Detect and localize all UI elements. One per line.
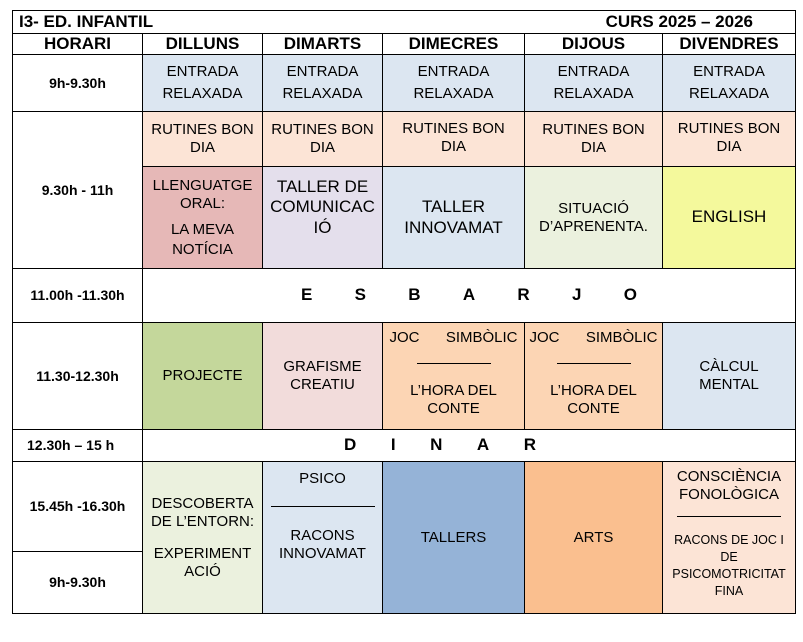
taller-innovamat-dimecres: TALLER INNOVAMAT	[382, 166, 525, 269]
calcul-mental-divendres: CÀLCUL MENTAL	[662, 322, 796, 430]
header-bar	[12, 10, 796, 34]
col-header-horari: HORARI	[12, 33, 143, 55]
rutines-divendres: RUTINES BON DIA	[662, 111, 796, 167]
arts-dijous: ARTS	[524, 461, 663, 614]
rutines-dilluns: RUTINES BON DIA	[142, 111, 263, 167]
taller-comunicacio-dimarts: TALLER DE COMUNICAC IÓ	[262, 166, 383, 269]
descoberta-entorn-dilluns: DESCOBERTA DE L’ENTORN: EXPERIMENT ACIÓ	[142, 461, 263, 614]
entrada-dimecres: ENTRADA RELAXADA	[382, 54, 525, 112]
rutines-dimarts: RUTINES BON DIA	[262, 111, 383, 167]
english-divendres: ENGLISH	[662, 166, 796, 269]
col-header-dilluns: DILLUNS	[142, 33, 263, 55]
time-slot-2: 9.30h - 11h	[12, 111, 143, 269]
esbarjo-break: E S B A R J O	[142, 268, 796, 323]
entrada-dilluns: ENTRADA RELAXADA	[142, 54, 263, 112]
time-slot-5: 12.30h – 15 h	[12, 429, 143, 462]
situacio-aprenentatge-dijous: SITUACIÓ D’APRENENTA.	[524, 166, 663, 269]
col-header-divendres: DIVENDRES	[662, 33, 796, 55]
joc-simbolic-dijous: JOC SIMBÒLIC L’HORA DEL CONTE	[524, 322, 663, 430]
rutines-dimecres: RUTINES BON DIA	[382, 111, 525, 167]
time-slot-1: 9h-9.30h	[12, 54, 143, 112]
col-header-dimecres: DIMECRES	[382, 33, 525, 55]
entrada-divendres: ENTRADA RELAXADA	[662, 54, 796, 112]
rutines-dijous: RUTINES BON DIA	[524, 111, 663, 167]
page-title: I3- ED. INFANTIL	[19, 11, 154, 31]
school-year: CURS 2025 – 2026	[605, 11, 753, 31]
time-slot-3: 11.00h -11.30h	[12, 268, 143, 323]
entrada-dijous: ENTRADA RELAXADA	[524, 54, 663, 112]
projecte-dilluns: PROJECTE	[142, 322, 263, 430]
time-slot-7: 9h-9.30h	[12, 551, 143, 614]
time-slot-4: 11.30-12.30h	[12, 322, 143, 430]
llenguatge-oral-dilluns: LLENGUATGE ORAL: LA MEVA NOTÍCIA	[142, 166, 263, 269]
consciencia-fonologica-divendres: CONSCIÈNCIA FONOLÒGICA RACONS DE JOC I DE PSICOMOTRICITAT FINA	[662, 461, 796, 614]
entrada-dimarts: ENTRADA RELAXADA	[262, 54, 383, 112]
psico-racons-dimarts: PSICO RACONS INNOVAMAT	[262, 461, 383, 614]
col-header-dijous: DIJOUS	[524, 33, 663, 55]
col-header-dimarts: DIMARTS	[262, 33, 383, 55]
joc-simbolic-dimecres: JOC SIMBÒLIC L’HORA DEL CONTE	[382, 322, 525, 430]
grafisme-creatiu-dimarts: GRAFISME CREATIU	[262, 322, 383, 430]
dinar-lunch: D I N A R	[142, 429, 796, 462]
tallers-dimecres: TALLERS	[382, 461, 525, 614]
time-slot-6: 15.45h -16.30h	[12, 461, 143, 552]
